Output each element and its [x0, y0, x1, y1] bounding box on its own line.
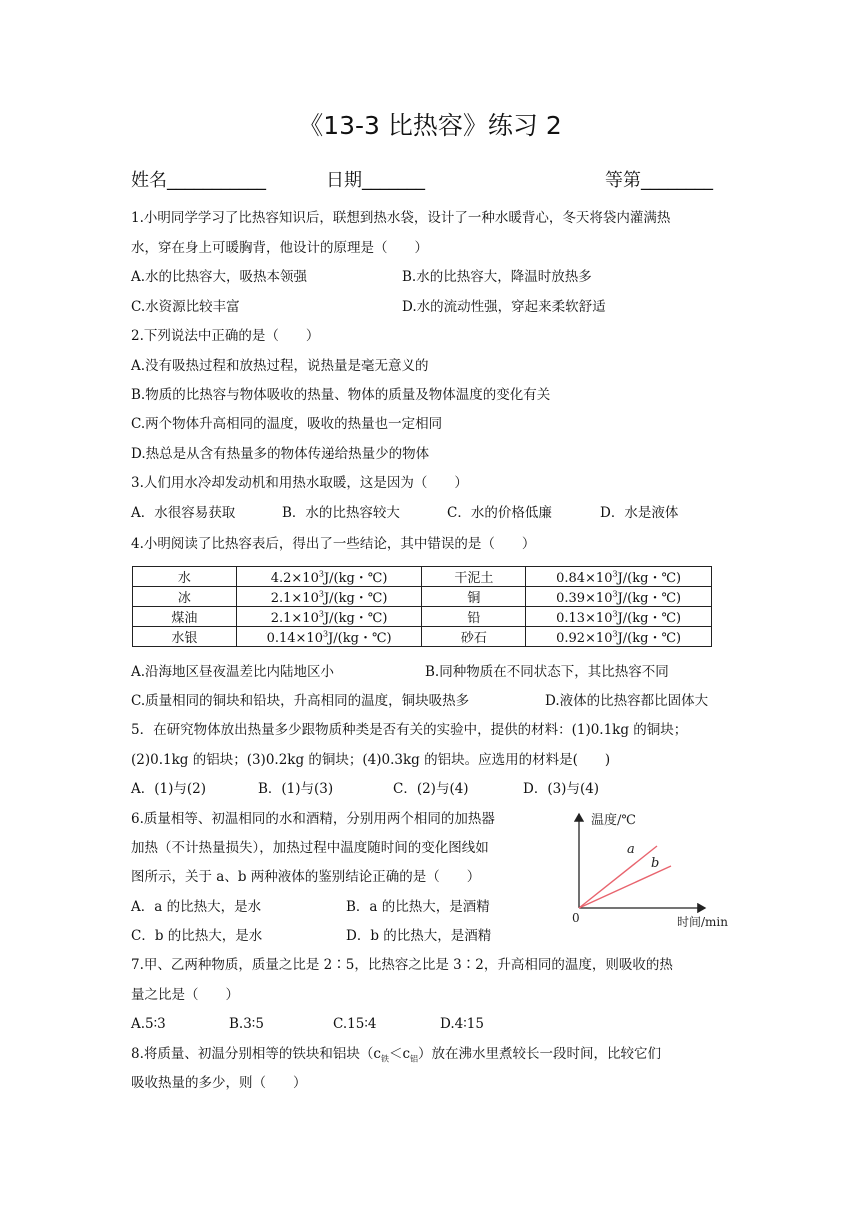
specific-heat-value: $0.39\times 10^3J/(kg$・℃): [526, 587, 712, 607]
q6-option-a: A．a 的比热大，是水: [131, 899, 262, 915]
specific-heat-value: $0.84\times 10^3J/(kg$・℃): [526, 567, 712, 587]
q6-option-b: B．a 的比热大，是酒精: [346, 899, 490, 915]
q4-option-c: C.质量相同的铜块和铅块，升高相同的温度，铜块吸热多: [131, 693, 470, 709]
q4-option-d: D.液体的比热容都比固体大: [545, 693, 709, 709]
line-b-label: b: [651, 856, 660, 871]
specific-heat-value: $0.92\times 10^3J/(kg$・℃): [526, 627, 712, 647]
table-row: [133, 607, 712, 627]
specific-heat-value: $4.2\times 10^3J/(kg$・℃): [236, 567, 422, 587]
specific-heat-value: $0.14\times 10^3J/(kg$・℃): [236, 627, 422, 647]
q2-option-d: D.热总是从含有热量多的物体传递给热量少的物体: [131, 446, 430, 462]
q7-option-b: B.3∶5: [229, 1016, 264, 1032]
q8-stem-line1: 8.将质量、初温分别相等的铁块和铝块$(c_铁<c_铝)$放在沸水里煮较长一段时间，比较它们: [131, 1046, 662, 1064]
substance-name: 水银: [133, 627, 237, 647]
date-field-label: 日期_______: [326, 170, 425, 191]
table-row: [133, 587, 712, 607]
q2-option-a: A.没有吸热过程和放热过程，说热量是毫无意义的: [131, 358, 429, 374]
q6-stem-line2: 加热（不计热量损失），加热过程中温度随时间的变化图线如: [131, 840, 489, 856]
q7-option-a: A.5∶3: [131, 1016, 166, 1032]
x-axis-label: 时间/min: [677, 915, 728, 929]
q3-option-d: D．水是液体: [600, 505, 679, 521]
q6-option-d: D．b 的比热大，是酒精: [346, 928, 492, 944]
q2-stem: 2.下列说法中正确的是（ ）: [131, 328, 320, 344]
q5-stem-line1: 5．在研究物体放出热量多少跟物质种类是否有关的实验中，提供的材料：(1)0.1kg 的铜块；: [131, 722, 688, 738]
q3-option-c: C．水的价格低廉: [447, 505, 552, 521]
q3-stem: 3.人们用水冷却发动机和用热水取暖，这是因为（ ）: [131, 475, 468, 491]
q4-option-b: B.同种物质在不同状态下，其比热容不同: [425, 664, 669, 680]
y-axis-label: 温度/℃: [591, 813, 636, 828]
q1-stem-line2: 水，穿在身上可暖胸背，他设计的原理是（ ）: [131, 240, 428, 256]
line-a-label: a: [627, 842, 635, 857]
q4-stem: 4.小明阅读了比热容表后，得出了一些结论，其中错误的是（ ）: [131, 536, 536, 552]
substance-name: 煤油: [133, 607, 237, 627]
q1-option-d: D.水的流动性强，穿起来柔软舒适: [402, 299, 606, 315]
page-title: 《13-3 比热容》练习 2: [298, 111, 562, 140]
substance-name: 干泥土: [422, 567, 526, 587]
q1-option-a: A.水的比热容大，吸热本领强: [131, 269, 308, 285]
q5-option-b: B．(1)与(3): [258, 781, 334, 797]
q1-stem-line1: 1.小明同学学习了比热容知识后，联想到热水袋，设计了一种水暖背心，冬天将袋内灌满热: [131, 210, 671, 226]
q2-option-c: C.两个物体升高相同的温度，吸收的热量也一定相同: [131, 416, 443, 432]
specific-heat-value: $0.13\times 10^3J/(kg$・℃): [526, 607, 712, 627]
name-field-label: 姓名___________: [131, 170, 266, 191]
q4-option-a: A.沿海地区昼夜温差比内陆地区小: [131, 664, 335, 680]
specific-heat-table: [132, 566, 712, 647]
table-row: [133, 567, 712, 587]
q8-stem-line2: 吸收热量的多少，则（ ）: [131, 1075, 307, 1091]
q5-option-a: A．(1)与(2): [131, 781, 206, 797]
specific-heat-value: $2.1\times 10^3J/(kg$・℃): [236, 587, 422, 607]
q7-stem-line1: 7.甲、乙两种物质，质量之比是 2∶5，比热容之比是 3∶2，升高相同的温度，则吸收的热: [131, 957, 673, 973]
origin-label: 0: [572, 911, 580, 925]
q6-stem-line1: 6.质量相等、初温相同的水和酒精，分别用两个相同的加热器: [131, 811, 495, 827]
q7-stem-line2: 量之比是（ ）: [131, 987, 239, 1003]
q3-option-a: A．水很容易获取: [131, 505, 236, 521]
grade-field-label: 等第________: [605, 170, 713, 191]
substance-name: 水: [133, 567, 237, 587]
q1-option-c: C.水资源比较丰富: [131, 299, 240, 315]
q2-option-b: B.物质的比热容与物体吸收的热量、物体的质量及物体温度的变化有关: [131, 387, 551, 403]
table-row: [133, 627, 712, 647]
substance-name: 铜: [422, 587, 526, 607]
q5-stem-line2: (2)0.1kg 的铝块；(3)0.2kg 的铜块；(4)0.3kg 的铝块。应选用的材料是( ): [131, 752, 611, 768]
q7-option-c: C.15∶4: [333, 1016, 377, 1032]
substance-name: 砂石: [422, 627, 526, 647]
q6-stem-line3: 图所示，关于 a、b 两种液体的鉴别结论正确的是（ ）: [131, 869, 481, 885]
q1-option-b: B.水的比热容大，降温时放热多: [402, 269, 592, 285]
temperature-time-graph: [565, 808, 735, 938]
q7-option-d: D.4∶15: [440, 1016, 484, 1032]
substance-name: 冰: [133, 587, 237, 607]
q6-option-c: C．b 的比热大，是水: [131, 928, 263, 944]
specific-heat-value: $2.1\times 10^3J/(kg$・℃): [236, 607, 422, 627]
substance-name: 铅: [422, 607, 526, 627]
q3-option-b: B．水的比热容较大: [282, 505, 400, 521]
q5-option-c: C．(2)与(4): [393, 781, 469, 797]
q5-option-d: D．(3)与(4): [523, 781, 600, 797]
